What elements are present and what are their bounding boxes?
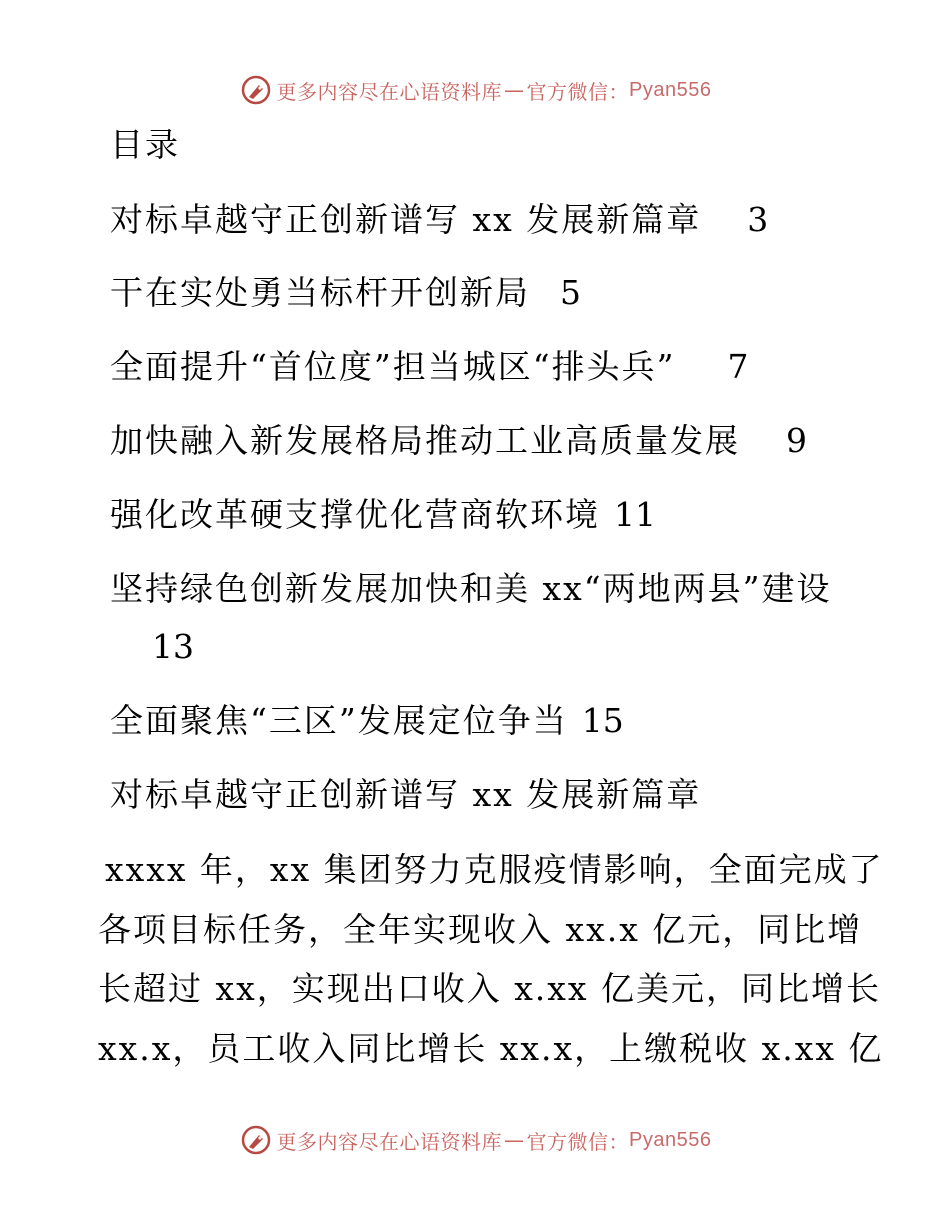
toc-entry-page: 5 <box>560 273 581 312</box>
watermark-separator: — <box>504 78 525 102</box>
watermark-wechat-label: 官方微信： <box>526 79 630 104</box>
toc-entry-page: 13 <box>152 627 194 666</box>
toc-entry[interactable] <box>110 273 581 313</box>
paragraph-line: xxxx 年，xx 集团努力克服疫情影响，全面完成了 <box>105 850 884 889</box>
toc-entry-page: 15 <box>581 701 624 740</box>
paragraph-line: xx.x，员工收入同比增长 xx.x，上缴税收 x.xx 亿 <box>98 1029 884 1068</box>
watermark-text: 更多内容尽在心语资料库 <box>276 79 503 104</box>
toc-entry[interactable] <box>110 200 768 240</box>
toc-entry[interactable] <box>110 421 807 461</box>
toc-entry-title: 加快融入新发展格局推动工业高质量发展 <box>110 421 740 460</box>
pen-nib-logo-icon <box>239 1123 273 1157</box>
watermark-footer <box>0 1118 950 1162</box>
toc-entry-page: 9 <box>786 421 807 460</box>
toc-entry-page: 7 <box>727 347 749 386</box>
watermark-text: 更多内容尽在心语资料库 <box>276 1129 503 1154</box>
watermark-header <box>0 68 950 112</box>
toc-entry[interactable] <box>110 495 656 535</box>
paragraph-line: 长超过 xx，实现出口收入 x.xx 亿美元，同比增长 <box>98 969 882 1008</box>
paragraph-line: 各项目标任务，全年实现收入 xx.x 亿元，同比增 <box>98 910 863 949</box>
watermark-separator: — <box>504 1128 525 1152</box>
section-heading: 对标卓越守正创新谱写 xx 发展新篇章 <box>110 775 702 814</box>
toc-entry[interactable] <box>110 347 748 387</box>
toc-entry-title: 坚持绿色创新发展加快和美 xx“两地两县”建设 <box>110 569 832 608</box>
toc-entry[interactable] <box>110 569 831 609</box>
toc-entry-page-wrapped <box>152 627 194 667</box>
toc-entry-title: 对标卓越守正创新谱写 xx 发展新篇章 <box>110 200 702 239</box>
toc-entry-page: 11 <box>614 495 656 534</box>
watermark-wechat-label: 官方微信： <box>526 1129 630 1154</box>
watermark-wechat-id: Pyan556 <box>629 1128 712 1151</box>
toc-entry-title: 全面提升“首位度”担当城区“排头兵” <box>110 347 676 386</box>
pen-nib-logo-icon <box>239 73 273 107</box>
toc-entry[interactable] <box>110 701 624 741</box>
toc-entry-page: 3 <box>747 200 769 239</box>
toc-entry-title: 强化改革硬支撑优化营商软环境 <box>110 495 600 534</box>
toc-entry-title: 干在实处勇当标杆开创新局 <box>110 273 530 312</box>
toc-entry-title: 全面聚焦“三区”发展定位争当 <box>110 701 568 740</box>
watermark-wechat-id: Pyan556 <box>629 78 712 101</box>
toc-title: 目录 <box>110 125 180 164</box>
